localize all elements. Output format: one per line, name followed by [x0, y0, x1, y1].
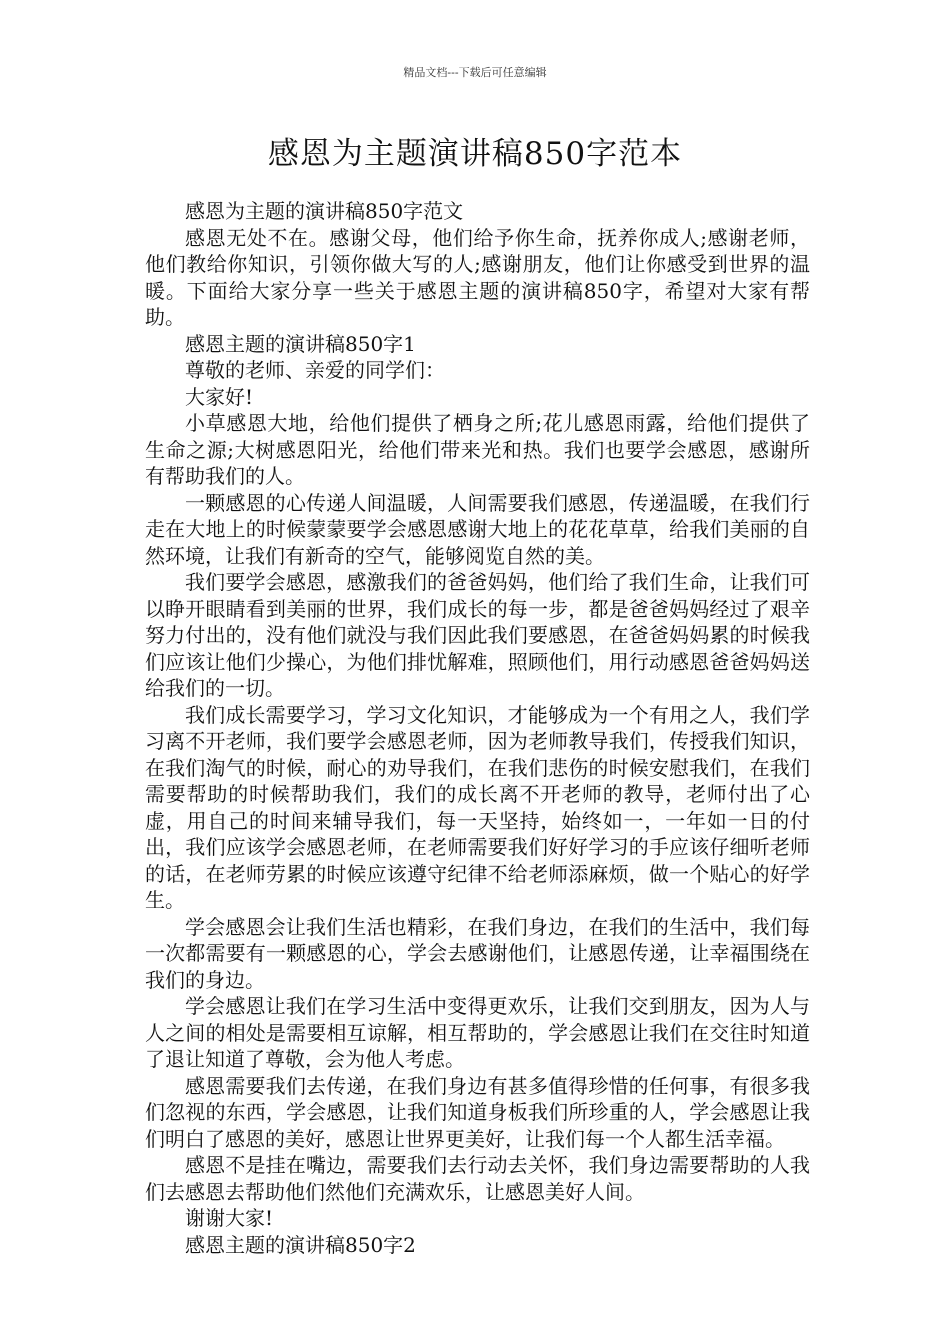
- paragraph: 尊敬的老师、亲爱的同学们：: [185, 358, 445, 382]
- paragraph: 感恩主题的演讲稿850字1: [185, 331, 416, 356]
- paragraph: 一颗感恩的心传递人间温暖，人间需要我们感恩，传递温暖，在我们行走在大地上的时候蒙蒙要学会感恩感谢大地上的花花草草，给我们美丽的自然环境，让我们有新奇的空气，能够阅览自然的美。: [145, 490, 810, 568]
- paragraph: 感恩主题的演讲稿850字2: [185, 1232, 416, 1257]
- document-title: 感恩为主题演讲稿850字范本: [267, 136, 683, 172]
- paragraph: 谢谢大家!: [185, 1206, 274, 1230]
- paragraph: 学会感恩让我们在学习生活中变得更欢乐，让我们交到朋友，因为人与人之间的相处是需要相互谅解，相互帮助的，学会感恩让我们在交往时知道了退让知道了尊敬，会为他人考虑。: [145, 994, 810, 1071]
- paragraph: 学会感恩会让我们生活也精彩，在我们身边，在我们的生活中，我们每一次都需要有一颗感恩的心，学会去感谢他们，让感恩传递，让幸福围绕在我们的身边。: [145, 914, 810, 992]
- paragraph: 我们要学会感恩，感激我们的爸爸妈妈，他们给了我们生命，让我们可以睁开眼睛看到美丽的世界，我们成长的每一步，都是爸爸妈妈经过了艰辛努力付出的，没有他们就没与我们因此我们要感恩，在爸爸妈妈累的时候我们应该让他们少操心，为他们排忧解难，照顾他们，用行动感恩爸爸妈妈送给我们的一切。: [145, 570, 810, 700]
- paragraph: 我们成长需要学习，学习文化知识，才能够成为一个有用之人，我们学习离不开老师，我们要学会感恩老师，因为老师教导我们，传授我们知识，在我们淘气的时候，耐心的劝导我们，在我们悲伤的时候安慰我们，在我们需要帮助的时候帮助我们，我们的成长离不开老师的教导，老师付出了心虚，用自己的时间来辅导我们，每一天坚持，始终如一，一年如一日的付出，我们应该学会感恩老师，在老师需要我们好好学习的手应该仔细听老师的话，在老师劳累的时候应该遵守纪律不给老师添麻烦，做一个贴心的好学生。: [145, 702, 810, 912]
- document-body: [145, 198, 810, 1258]
- paragraph: 感恩需要我们去传递，在我们身边有甚多值得珍惜的任何事，有很多我们忽视的东西，学会感恩，让我们知道身板我们所珍重的人，学会感恩让我们明白了感恩的美好，感恩让世界更美好，让我们每一个人都生活幸福。: [145, 1073, 810, 1151]
- page-header: 精品文档---下载后可任意编辑: [403, 66, 547, 79]
- paragraph: 感恩无处不在。感谢父母，他们给予你生命，抚养你成人;感谢老师，他们教给你知识，引领你做大写的人;感谢朋友，他们让你感受到世界的温暖。下面给大家分享一些关于感恩主题的演讲稿850字，希望对大家有帮助。: [145, 225, 810, 329]
- paragraph: 大家好!: [185, 384, 254, 409]
- paragraph: 小草感恩大地，给他们提供了栖身之所;花儿感恩雨露，给他们提供了生命之源;大树感恩阳光，给他们带来光和热。我们也要学会感恩，感谢所有帮助我们的人。: [145, 411, 810, 488]
- paragraph: 感恩不是挂在嘴边，需要我们去行动去关怀，我们身边需要帮助的人我们去感恩去帮助他们然他们充满欢乐，让感恩美好人间。: [145, 1153, 810, 1204]
- paragraph: 感恩为主题的演讲稿850字范文: [185, 199, 464, 223]
